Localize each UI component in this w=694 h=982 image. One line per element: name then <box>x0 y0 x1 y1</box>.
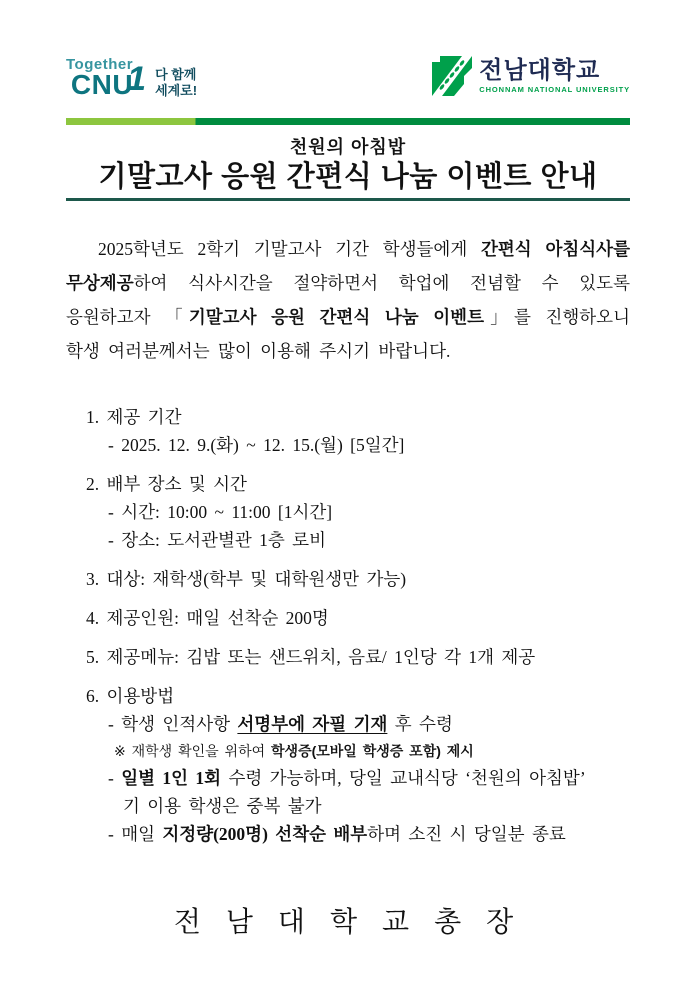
president-signature: 전 남 대 학 교 총 장 <box>173 907 523 938</box>
text-run: 」를 진행하오니 <box>483 307 630 327</box>
list-item-2-time <box>66 498 630 526</box>
text-run: 무상제공 <box>66 273 134 293</box>
list-item-1-title <box>66 403 630 431</box>
list-item-6-quantity <box>66 820 630 848</box>
list-item-6-title <box>66 682 630 710</box>
university-emblem-icon <box>432 56 472 96</box>
cnu-one-glyph: 1 <box>127 60 147 98</box>
intro-line <box>66 300 630 334</box>
intro-line <box>66 266 630 300</box>
text-run: 서명부에 자필 기재 <box>237 714 388 734</box>
intro-line <box>66 334 630 368</box>
list-item-6-sign <box>66 710 630 738</box>
intro-paragraph <box>66 232 630 368</box>
text-run: - 장소: 도서관별관 1층 로비 <box>108 530 326 550</box>
list-item-3-target <box>66 565 630 593</box>
list-item-6-once-per-day-cont <box>66 792 630 820</box>
text-run: - 매일 <box>108 824 163 844</box>
cnu-tagline <box>155 67 197 99</box>
text-run: 2025학년도 2학기 기말고사 기간 학생들에게 <box>98 239 481 259</box>
list-item-5-menu <box>66 643 630 671</box>
list-item-6-once-per-day <box>66 764 630 792</box>
text-run: - 시간: 10:00 ~ 11:00 [1시간] <box>108 502 333 522</box>
text-run: 기 이용 학생은 중복 불가 <box>123 796 322 816</box>
list-item-2-title <box>66 470 630 498</box>
text-run: 기말고사 응원 간편식 나눔 이벤트 <box>188 307 484 327</box>
header <box>66 56 630 112</box>
cnu-wordmark <box>66 56 147 100</box>
event-details-list <box>66 403 630 848</box>
text-run: 하며 소진 시 당일분 종료 <box>367 824 566 844</box>
university-logo <box>432 56 630 96</box>
cnu-tagline-line1: 다 함께 <box>155 67 197 82</box>
text-run: - <box>108 768 122 788</box>
university-name-english: CHONNAM NATIONAL UNIVERSITY <box>479 85 630 94</box>
university-name: 전남대학교 <box>479 57 601 84</box>
text-run: 응원하고자 「 <box>66 307 189 327</box>
event-subtitle: 천원의 아침밥 <box>289 137 407 157</box>
text-run: - 2025. 12. 9.(화) ~ 12. 15.(월) [5일간] <box>108 435 405 455</box>
text-run: 수령 가능하며, 당일 교내식당 ‘천원의 아침밥’ <box>221 768 586 788</box>
header-divider-bar <box>66 118 630 125</box>
text-run: 3. 대상: 재학생(학부 및 대학원생만 가능) <box>86 569 407 589</box>
text-run: - 학생 인적사항 <box>108 714 238 734</box>
text-run: 4. 제공인원: 매일 선착순 200명 <box>86 608 329 628</box>
title-underline <box>66 198 630 201</box>
text-run: 학생 여러분께서는 많이 이용해 주시기 바랍니다. <box>66 341 451 361</box>
text-run: 학생증(모바일 학생증 포함) 제시 <box>271 743 474 759</box>
list-item-2-place <box>66 526 630 554</box>
text-run: 후 수령 <box>387 714 453 734</box>
text-run: 간편식 아침식사를 <box>481 239 630 259</box>
cnu-slogan-logo <box>66 56 197 99</box>
list-item-1-period <box>66 431 630 459</box>
cnu-together-text: Together <box>66 56 134 73</box>
list-item-4-capacity <box>66 604 630 632</box>
text-run: ※ 재학생 확인을 위하여 <box>114 743 272 759</box>
text-run: 일별 1인 1회 <box>121 768 222 788</box>
cnu-tagline-line2: 세계로! <box>155 83 198 98</box>
university-logo-text <box>479 58 630 94</box>
text-run: 하여 식사시간을 절약하면서 학업에 전념할 수 있도록 <box>133 273 630 293</box>
list-item-6-id-note <box>66 738 630 764</box>
text-run: 지정량(200명) 선착순 배부 <box>162 824 368 844</box>
text-run: 5. 제공메뉴: 김밥 또는 샌드위치, 음료/ 1인당 각 1개 제공 <box>86 647 536 667</box>
page-title: 기말고사 응원 간편식 나눔 이벤트 안내 <box>98 161 598 193</box>
text-run: 2. 배부 장소 및 시간 <box>86 474 247 494</box>
intro-line <box>66 232 630 266</box>
text-run: 1. 제공 기간 <box>86 407 182 427</box>
text-run: 6. 이용방법 <box>86 686 175 706</box>
cnu-acronym-text: CNU <box>70 69 134 100</box>
